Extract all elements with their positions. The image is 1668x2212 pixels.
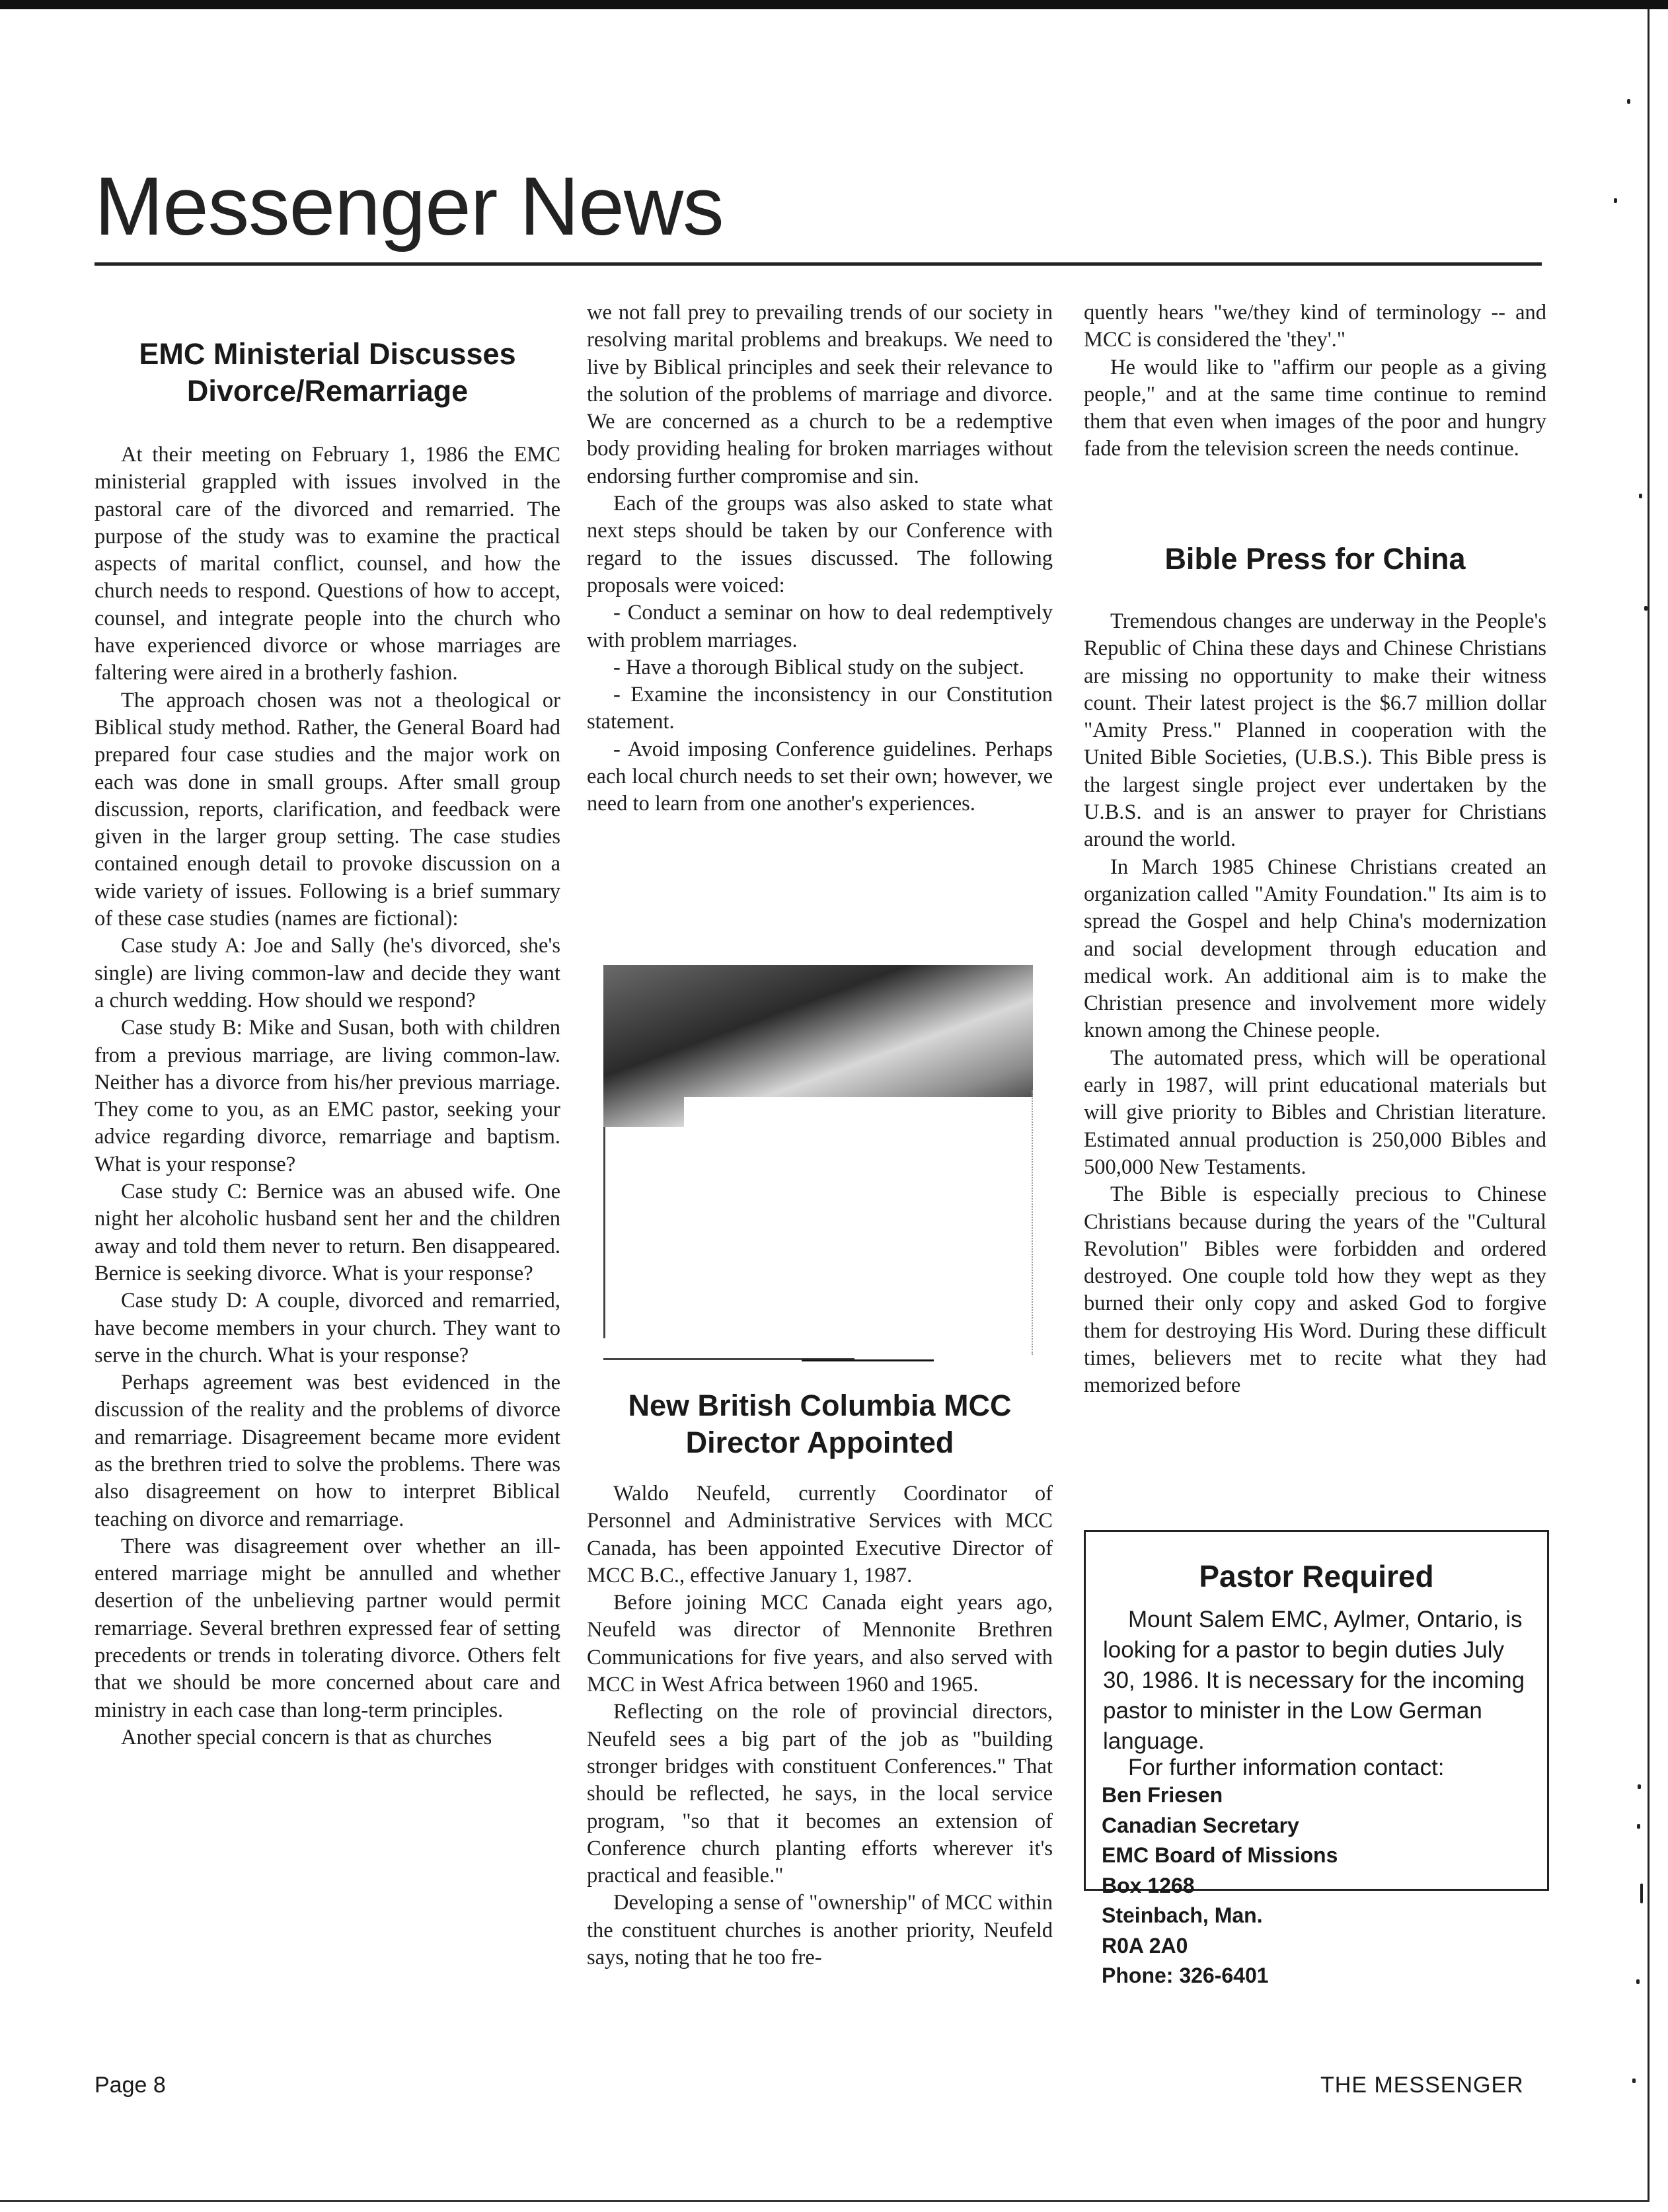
- article-mcc-continued: [1084, 299, 1546, 463]
- notice-body: Mount Salem EMC, Aylmer, Ontario, is looking for a pastor to begin duties July 30, 1986. It is necessary for the incoming pastor to minister in the Low German language.: [1103, 1607, 1525, 1754]
- notice-title: Pastor Required: [1199, 1559, 1434, 1593]
- proposal-item: - Have a thorough Biblical study on the subject.: [613, 655, 1024, 679]
- paragraph: The Bible is especially precious to Chinese Christians because during the years of the "Cultural Revolution" Bibles were forbidden and ordered destroyed. One couple told how they wept as they burned their only copy and asked God to forgive them for destroying His Word. During these difficult times, believers met to recite what they had memorized before: [1084, 1182, 1546, 1398]
- scan-speck: [1627, 99, 1630, 104]
- paragraph: Perhaps agreement was best evidenced in the discussion of the reality and the problems of divorce and remarriage. Disagreement became more evident as the brethren tried to solve the problems. There was also disagreement on how to interpret Biblical teaching on divorce and remarriage.: [95, 1371, 560, 1531]
- right-border: [1648, 9, 1649, 2202]
- paragraph: Reflecting on the role of provincial directors, Neufeld sees a big part of the job as "building stronger bridges with constituent Conferences." That should be reflected, he says, in the local service program, "so that it becomes an extension of Conference church planting efforts wherever it's practical and feasible.": [587, 1700, 1053, 1888]
- scan-speck: [1614, 198, 1617, 203]
- portrait-photo: [603, 965, 1033, 1368]
- address-line: Ben Friesen: [1102, 1783, 1223, 1807]
- paragraph: The automated press, which will be operational early in 1987, will print educational materials but will give priority to Bibles and Christian literature. Estimated annual production is 250,000 Bibles and 500,000 New Testaments.: [1084, 1046, 1546, 1179]
- article-title-mcc: New British Columbia MCC Director Appointed: [628, 1389, 1012, 1459]
- paragraph: Each of the groups was also asked to state what next steps should be taken by our Conference with regard to the issues discussed. The following proposals were voiced:: [587, 492, 1053, 597]
- paragraph: we not fall prey to prevailing trends of our society in resolving marital problems and breakups. We need to live by Biblical principles and seek their relevance to the solution of the problems of marriage and divorce. We are concerned as a church to be a redemptive body providing healing for broken marriages without endorsing further compromise and sin.: [587, 301, 1053, 488]
- photo-edge: [802, 1359, 934, 1361]
- article-divorce-col2: [587, 299, 1053, 818]
- photo-blank-area: [603, 1153, 684, 1368]
- scan-speck: [1644, 606, 1648, 611]
- scan-speck: [1637, 1824, 1640, 1829]
- photo-edge: [1032, 1090, 1034, 1355]
- paragraph: Case study C: Bernice was an abused wife. One night her alcoholic husband sent her and the children away and told them never to return. Ben disappeared. Bernice is seeking divorce. What is your response?: [95, 1180, 560, 1285]
- article-title-china: Bible Press for China: [1164, 542, 1466, 576]
- scan-speck: [1636, 1979, 1640, 1984]
- paragraph: He would like to "affirm our people as a giving people," and at the same time continue to remind them that even when images of the poor and hungry fade from the television screen the needs continue.: [1084, 355, 1546, 461]
- paragraph: The approach chosen was not a theological or Biblical study method. Rather, the General Board had prepared four case studies and the major work on each was done in small groups. After small group discussion, reports, clarification, and feedback were given in the larger group setting. The case studies contained enough detail to provoke discussion on a wide variety of issues. Following is a brief summary of these case studies (names are fictional):: [95, 688, 560, 931]
- proposal-item: - Avoid imposing Conference guidelines. Perhaps each local church needs to set their own; however, we need to learn from one another's experiences.: [587, 737, 1053, 816]
- scan-speck: [1639, 494, 1642, 498]
- masthead: Messenger News: [95, 161, 724, 252]
- notice-address: [1102, 1780, 1338, 1991]
- address-line: Box 1268: [1102, 1873, 1195, 1897]
- paragraph: Waldo Neufeld, currently Coordinator of Personnel and Administrative Services with MCC Canada, has been appointed Executive Director of MCC B.C., effective January 1, 1987.: [587, 1482, 1053, 1587]
- paragraph: Tremendous changes are underway in the People's Republic of China these days and Chinese Christians are missing no opportunity to make their witness count. Their latest project is the $6.7 million dollar "Amity Press." Planned in cooperation with the United Bible Societies, (U.B.S.). This Bible press is the largest single project ever undertaken by the U.B.S. and is an answer to prayer for Christians around the world.: [1084, 609, 1546, 852]
- paragraph: Another special concern is that as churches: [121, 1725, 492, 1749]
- article-mcc-body: [587, 1480, 1053, 1971]
- notice-contact-intro: For further information contact:: [1128, 1755, 1445, 1780]
- photo-blank-area: [684, 1097, 1033, 1368]
- scan-speck: [1640, 1884, 1643, 1903]
- address-line: R0A 2A0: [1102, 1933, 1188, 1958]
- proposal-item: - Examine the inconsistency in our Constitution statement.: [587, 683, 1053, 734]
- page-number: Page 8: [95, 2073, 166, 2098]
- paragraph: Case study A: Joe and Sally (he's divorced, she's single) are living common-law and decide they want a church wedding. How should we respond?: [95, 934, 560, 1012]
- paragraph: There was disagreement over whether an ill-entered marriage might be annulled and whether desertion of the unbelieving partner would permit remarriage. Several brethren expressed fear of setting precedents or trends in tolerating divorce. Others felt that we should be more concerned about care and ministry in each case than long-term principles.: [95, 1534, 560, 1722]
- pastor-required-notice: [1084, 1530, 1549, 1987]
- address-line: Steinbach, Man.: [1102, 1903, 1263, 1927]
- address-line: Phone: 326-6401: [1102, 1964, 1269, 1987]
- top-border: [0, 0, 1668, 9]
- paragraph: Case study D: A couple, divorced and remarried, have become members in your church. They want to serve in the church. What is your response?: [95, 1289, 560, 1367]
- publication-name: THE MESSENGER: [1320, 2073, 1524, 2098]
- paragraph: In March 1985 Chinese Christians created an organization called "Amity Foundation." Its aim is to spread the Gospel and help China's modernization and social development through education and medical work. An additional aim is to make the Christian presence and involvement more widely known among the Chinese people.: [1084, 855, 1546, 1043]
- paragraph: quently hears "we/they kind of terminology -- and MCC is considered the 'they'.": [1084, 301, 1546, 352]
- proposal-item: - Conduct a seminar on how to deal redemptively with problem marriages.: [587, 601, 1053, 652]
- scan-speck: [1638, 1784, 1641, 1789]
- masthead-rule: [95, 262, 1542, 266]
- paragraph: Before joining MCC Canada eight years ago, Neufeld was director of Mennonite Brethren Communications for five years, and also served with MCC in West Africa between 1960 and 1965.: [587, 1591, 1053, 1697]
- photo-edge: [603, 1127, 605, 1338]
- paragraph: Case study B: Mike and Susan, both with children from a previous marriage, are living common-law. Neither has a divorce from his/her previous marriage. They come to you, as an EMC pastor, seeking your advice regarding divorce, remarriage and baptism. What is your response?: [95, 1016, 560, 1176]
- paragraph: Developing a sense of "ownership" of MCC within the constituent churches is another priority, Neufeld says, noting that he too fre-: [587, 1891, 1053, 1970]
- address-line: Canadian Secretary: [1102, 1813, 1299, 1837]
- article-title-divorce: EMC Ministerial Discusses Divorce/Remarriage: [139, 337, 516, 408]
- address-line: EMC Board of Missions: [1102, 1843, 1338, 1867]
- article-divorce-col1: [95, 441, 560, 1751]
- scan-speck: [1632, 2079, 1636, 2083]
- bottom-border: [0, 2200, 1649, 2202]
- paragraph: At their meeting on February 1, 1986 the EMC ministerial grappled with issues involved in the pastoral care of the divorced and remarried. The purpose of the study was to examine the practical aspects of marital conflict, counsel, and how the church needs to respond. Questions of how to accept, counsel, and integrate people into the church who have experienced divorce or whose marriages are faltering were aired in a brotherly fashion.: [95, 443, 560, 685]
- article-china-body: [1084, 608, 1546, 1400]
